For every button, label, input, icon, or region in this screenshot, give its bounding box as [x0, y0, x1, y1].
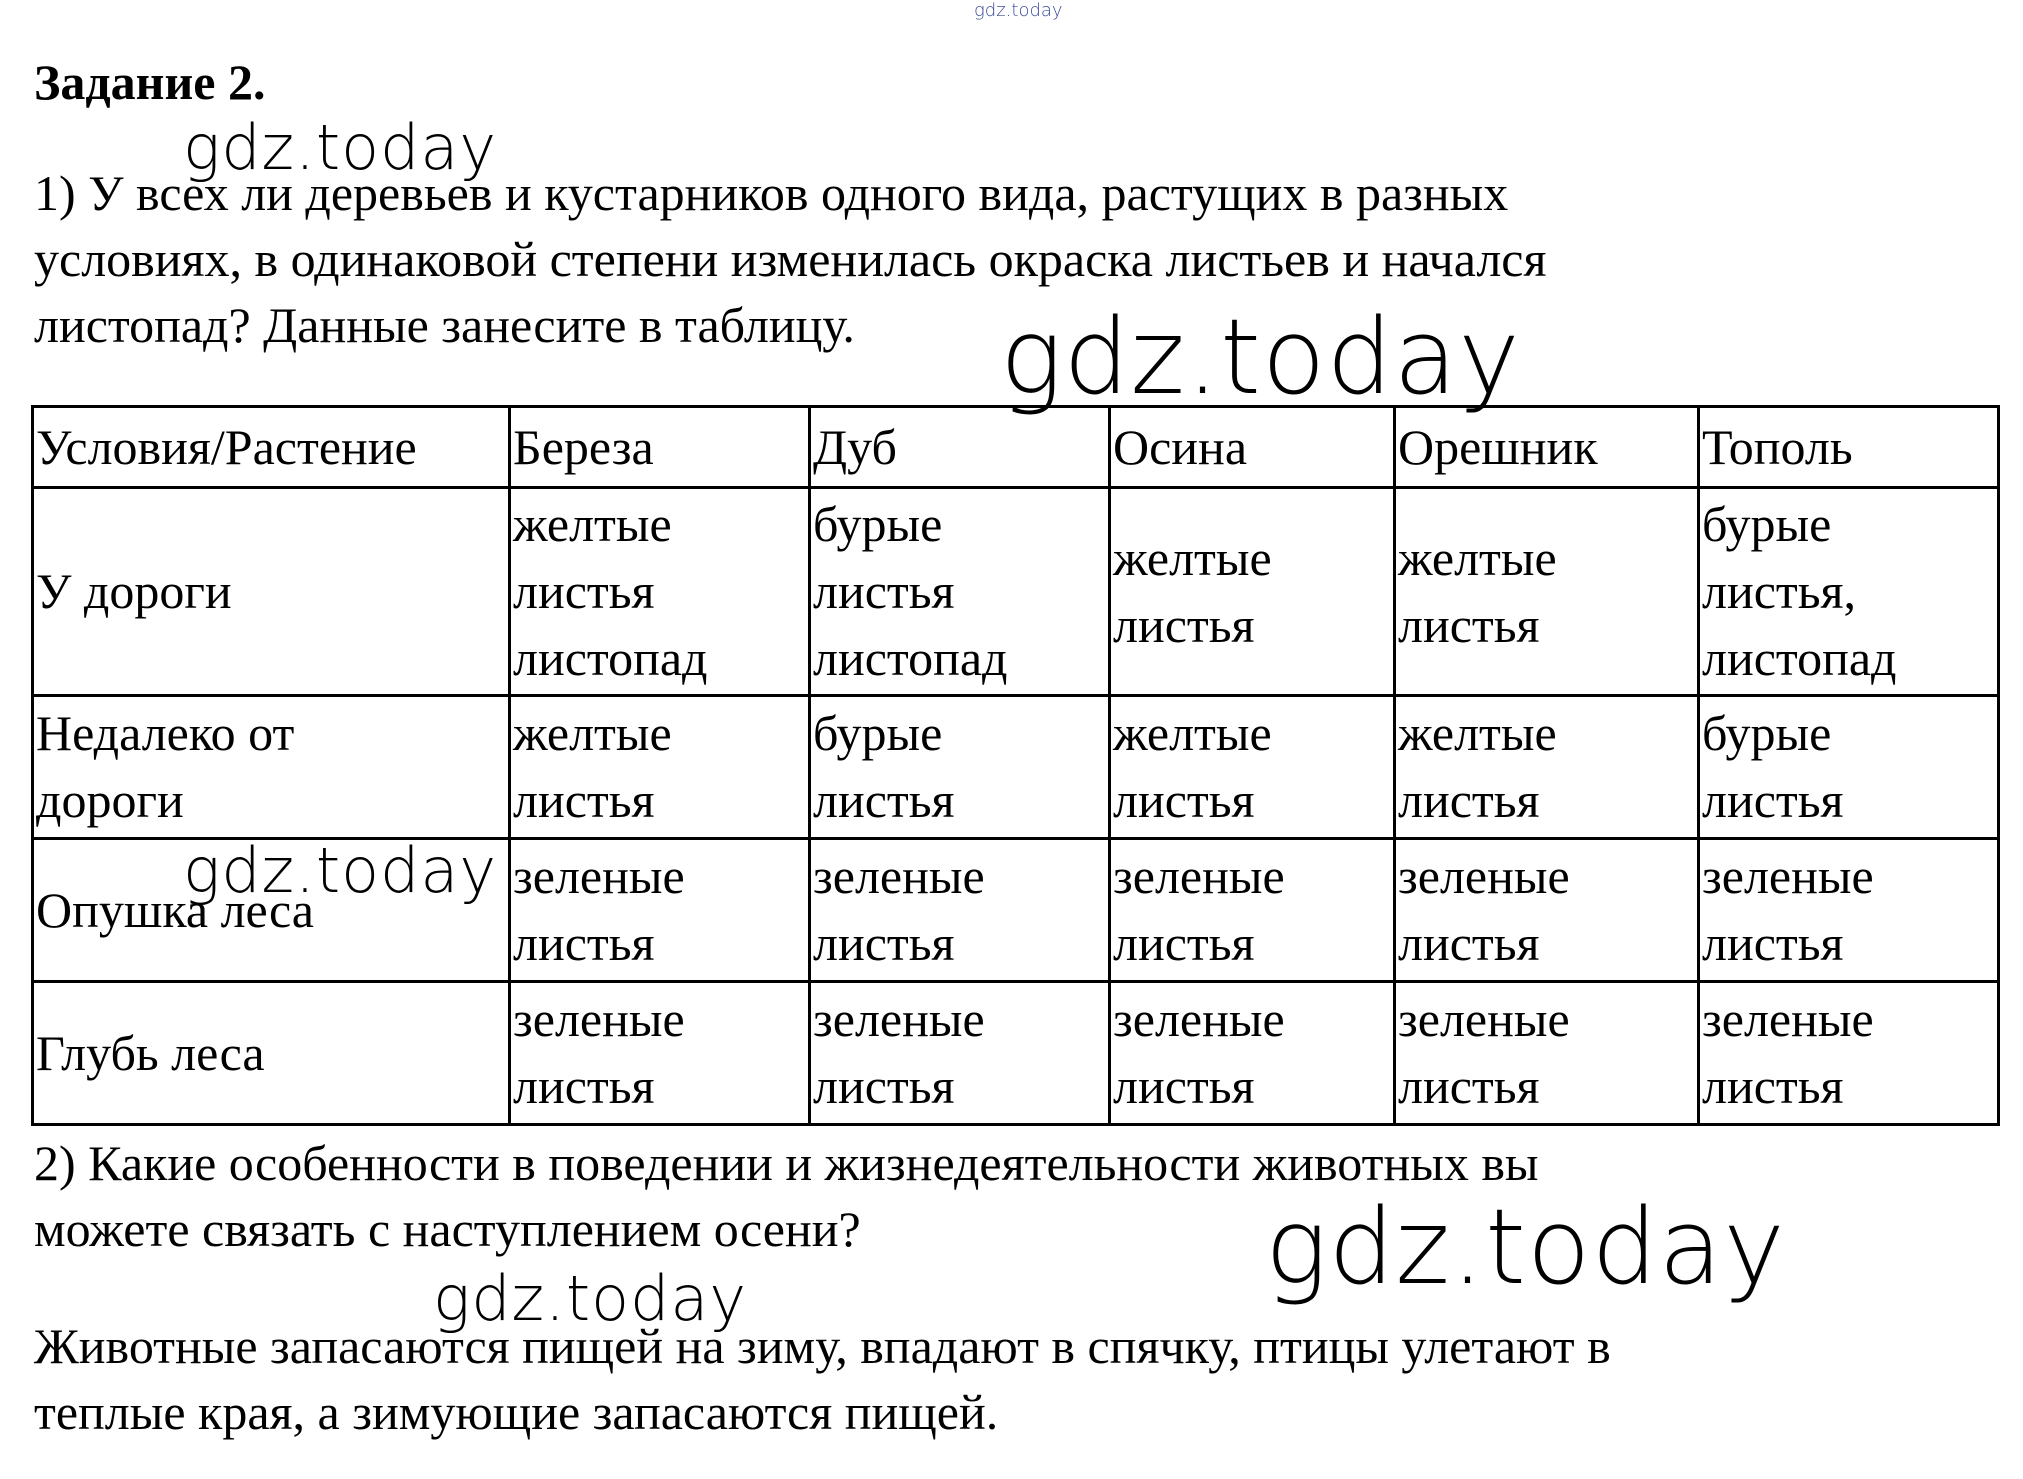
table-cell: зеленые листья	[1395, 839, 1699, 982]
table-cell: бурые листья	[1699, 696, 1999, 839]
table-cell: зеленые листья	[1699, 982, 1999, 1125]
header-cell-aspen: Осина	[1110, 407, 1395, 488]
row-condition: Недалеко от дороги	[33, 696, 510, 839]
table-cell: желтые листья	[1110, 696, 1395, 839]
table-cell: зеленые листья	[1110, 982, 1395, 1125]
table-cell: бурые листья листопад	[810, 488, 1110, 696]
answer-line-1: Животные запасаются пищей на зиму, впадают в спячку, птицы улетают в	[34, 1318, 1611, 1374]
table-cell: бурые листья	[810, 696, 1110, 839]
table-cell: зеленые листья	[1395, 982, 1699, 1125]
question-1-line-2: условиях, в одинаковой степени изменилась окраска листьев и начался	[34, 231, 1547, 287]
question-2-line-1: 2) Какие особенности в поведении и жизнедеятельности животных вы	[34, 1135, 1539, 1191]
task-title: Задание 2.	[34, 54, 266, 110]
table-cell: зеленые листья	[510, 982, 810, 1125]
table-cell: зеленые листья	[1699, 839, 1999, 982]
row-condition: Глубь леса	[33, 982, 510, 1125]
table-cell: желтые листья	[510, 696, 810, 839]
table-row	[33, 696, 1999, 839]
header-cell-birch: Береза	[510, 407, 810, 488]
header-cell-conditions: Условия/Растение	[33, 407, 510, 488]
table-cell: желтые листья	[1395, 488, 1699, 696]
table-cell: бурые листья, листопад	[1699, 488, 1999, 696]
watermark: gdz.today	[433, 1262, 748, 1335]
header-cell-poplar: Тополь	[1699, 407, 1999, 488]
row-condition: Опушка леса	[33, 839, 510, 982]
watermark: gdz.today	[1000, 296, 1521, 418]
table-cell: зеленые листья	[1110, 839, 1395, 982]
table-cell: зеленые листья	[810, 982, 1110, 1125]
header-cell-hazel: Орешник	[1395, 407, 1699, 488]
question-1-line-3: листопад? Данные занесите в таблицу.	[34, 297, 855, 353]
watermark: gdz.today	[183, 834, 498, 907]
answer-line-2: теплые края, а зимующие запасаются пищей.	[34, 1384, 999, 1440]
table-cell: желтые листья	[1395, 696, 1699, 839]
table-cell: зеленые листья	[510, 839, 810, 982]
table-cell: желтые листья	[1110, 488, 1395, 696]
table-row	[33, 488, 1999, 696]
watermark: gdz.today	[183, 111, 498, 184]
table-header-row	[33, 407, 1999, 488]
observation-table	[31, 405, 2000, 1126]
row-condition: У дороги	[33, 488, 510, 696]
answer-text	[34, 1313, 1611, 1445]
table-cell: желтые листья листопад	[510, 488, 810, 696]
question-1-line-1: 1) У всех ли деревьев и кустарников одного вида, растущих в разных	[34, 165, 1509, 221]
question-2-line-2: можете связать с наступлением осени?	[34, 1201, 861, 1257]
watermark-top: gdz.today	[974, 0, 1063, 21]
watermark: gdz.today	[1265, 1186, 1786, 1308]
header-cell-oak: Дуб	[810, 407, 1110, 488]
table-cell: зеленые листья	[810, 839, 1110, 982]
table-row	[33, 982, 1999, 1125]
